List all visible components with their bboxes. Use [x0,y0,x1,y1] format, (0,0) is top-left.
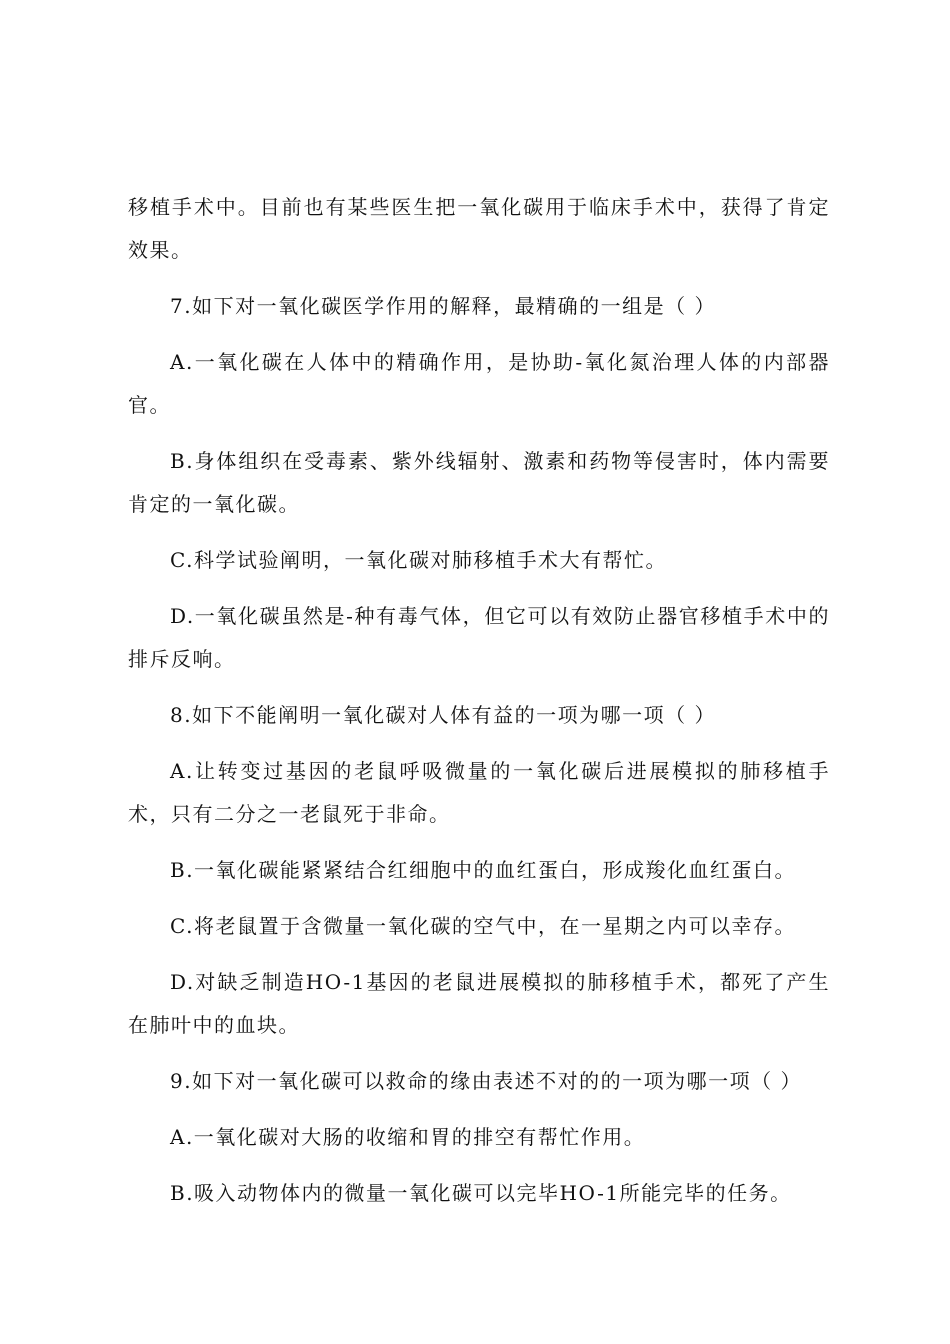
question-7: 7.如下对一氧化碳医学作用的解释，最精确的一组是（ ） [170,294,716,318]
question-7-option-c: C.科学试验阐明，一氧化碳对肺移植手术大有帮忙。 [170,548,667,572]
question-9: 9.如下对一氧化碳可以救命的缘由表述不对的的一项为哪一项（ ） [170,1069,802,1093]
question-7-option-a: A.一氧化碳在人体中的精确作用，是协助-氧化氮治理人体的内部器官。 [128,350,830,417]
question-7-option-b: B.身体组织在受毒素、紫外线辐射、激素和药物等侵害时，体内需要肯定的一氧化碳。 [128,449,830,516]
question-8-option-c: C.将老鼠置于含微量一氧化碳的空气中，在一星期之内可以幸存。 [170,914,796,938]
question-8: 8.如下不能阐明一氧化碳对人体有益的一项为哪一项（ ） [170,703,716,727]
paragraph-continuation: 移植手术中。目前也有某些医生把一氧化碳用于临床手术中，获得了肯定效果。 [128,195,830,262]
question-9-option-b: B.吸入动物体内的微量一氧化碳可以完毕HO-1所能完毕的任务。 [170,1181,792,1205]
question-8-option-b: B.一氧化碳能紧紧结合红细胞中的血红蛋白，形成羧化血红蛋白。 [170,858,797,882]
question-7-option-d: D.一氧化碳虽然是-种有毒气体，但它可以有效防止器官移植手术中的排斥反响。 [128,604,830,671]
document-body [128,186,830,1215]
question-9-option-a: A.一氧化碳对大肠的收缩和胃的排空有帮忙作用。 [170,1125,646,1149]
question-8-option-d: D.对缺乏制造HO-1基因的老鼠进展模拟的肺移植手术，都死了产生在肺叶中的血块。 [128,970,830,1037]
question-8-option-a: A.让转变过基因的老鼠呼吸微量的一氧化碳后进展模拟的肺移植手术，只有二分之一老鼠死于非命。 [128,759,830,826]
